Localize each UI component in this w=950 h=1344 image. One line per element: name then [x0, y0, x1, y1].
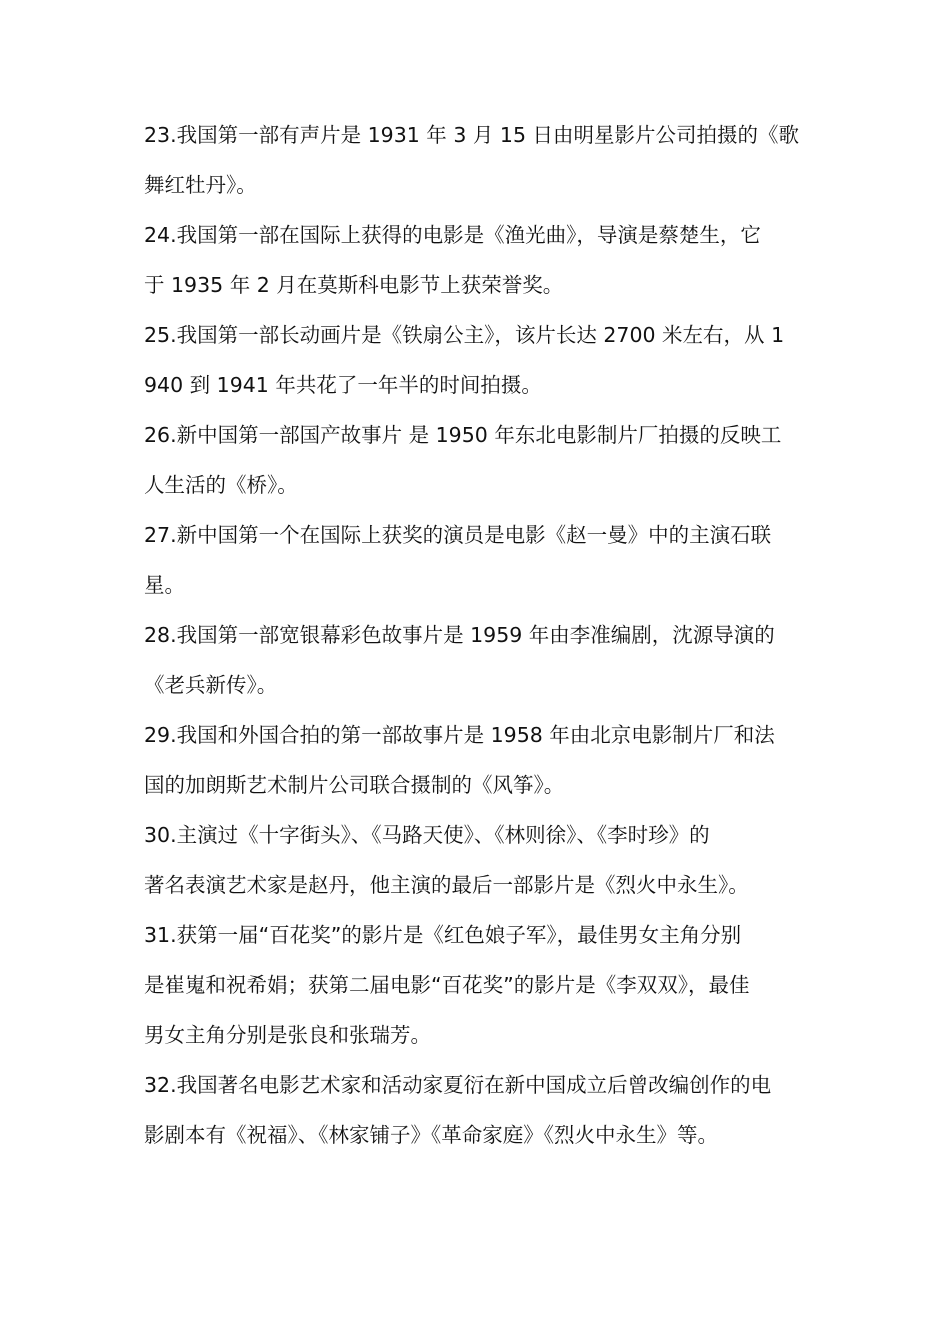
text-line: 影剧本有《祝福》、《林家铺子》《革命家庭》《烈火中永生》等。 [144, 1123, 718, 1147]
text-line: 30.主演过《十字街头》、《马路天使》、《林则徐》、《李时珍》的 [144, 823, 710, 847]
text-line: 星。 [144, 573, 185, 597]
text-line: 29.我国和外国合拍的第一部故事片是 1958 年由北京电影制片厂和法 [144, 723, 775, 747]
text-line: 国的加朗斯艺术制片公司联合摄制的《风筝》。 [144, 773, 565, 797]
text-line: 著名表演艺术家是赵丹，他主演的最后一部影片是《烈火中永生》。 [144, 873, 749, 897]
text-line: 27.新中国第一个在国际上获奖的演员是电影《赵一曼》中的主演石联 [144, 523, 772, 547]
text-line: 25.我国第一部长动画片是《铁扇公主》，该片长达 2700 米左右，从 1 [144, 323, 785, 347]
text-line: 940 到 1941 年共花了一年半的时间拍摄。 [144, 373, 542, 397]
text-line: 24.我国第一部在国际上获得的电影是《渔光曲》，导演是蔡楚生，它 [144, 223, 761, 247]
text-line: 舞红牡丹》。 [144, 173, 257, 197]
text-line: 32.我国著名电影艺术家和活动家夏衍在新中国成立后曾改编创作的电 [144, 1073, 772, 1097]
document-body [144, 110, 810, 1160]
text-line: 23.我国第一部有声片是 1931 年 3 月 15 日由明星影片公司拍摄的《歌 [144, 123, 799, 147]
text-line: 31.获第一届“百花奖”的影片是《红色娘子军》，最佳男女主角分别 [144, 923, 742, 947]
text-line: 《老兵新传》。 [144, 673, 278, 697]
text-line: 男女主角分别是张良和张瑞芳。 [144, 1023, 431, 1047]
text-line: 于 1935 年 2 月在莫斯科电影节上获荣誉奖。 [144, 273, 564, 297]
text-line: 是崔嵬和祝希娟；获第二届电影“百花奖”的影片是《李双双》，最佳 [144, 973, 750, 997]
text-line: 26.新中国第一部国产故事片 是 1950 年东北电影制片厂拍摄的反映工 [144, 423, 782, 447]
text-line: 人生活的《桥》。 [144, 473, 298, 497]
text-line: 28.我国第一部宽银幕彩色故事片是 1959 年由李准编剧，沈源导演的 [144, 623, 775, 647]
